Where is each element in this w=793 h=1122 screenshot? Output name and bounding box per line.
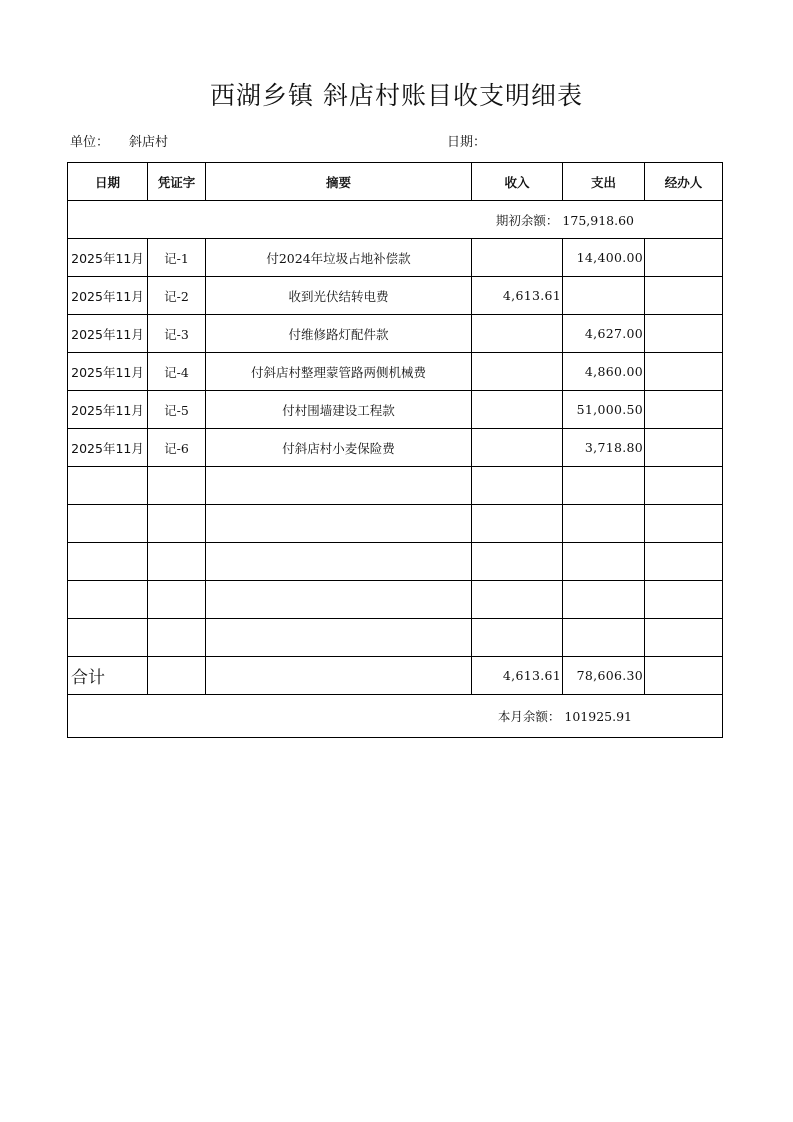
table-row <box>68 277 723 315</box>
empty-cell <box>563 543 645 581</box>
closing-balance-label: 本月余额： <box>497 709 561 724</box>
unit-label: 单位： <box>70 135 110 150</box>
header-income: 收入 <box>472 163 563 201</box>
cell-handler <box>645 429 723 467</box>
cell-handler <box>645 239 723 277</box>
cell-expense <box>563 277 645 315</box>
empty-cell <box>206 505 472 543</box>
empty-cell <box>472 543 563 581</box>
date-line <box>447 131 486 150</box>
closing-balance-value: 101925.91 <box>564 709 632 724</box>
cell-income <box>472 315 563 353</box>
cell-handler <box>645 353 723 391</box>
cell-summary: 付村围墙建设工程款 <box>206 391 472 429</box>
empty-cell <box>206 543 472 581</box>
empty-cell <box>472 581 563 619</box>
cell-date: 2025年11月 <box>68 277 148 315</box>
table-row <box>68 429 723 467</box>
cell-voucher: 记-1 <box>148 239 206 277</box>
total-expense: 78,606.30 <box>563 657 645 695</box>
empty-cell <box>563 581 645 619</box>
empty-cell <box>645 467 723 505</box>
cell-handler <box>645 391 723 429</box>
cell-date: 2025年11月 <box>68 353 148 391</box>
table-row <box>68 391 723 429</box>
empty-row <box>68 581 723 619</box>
empty-cell <box>68 543 148 581</box>
cell-voucher: 记-4 <box>148 353 206 391</box>
header-handler: 经办人 <box>645 163 723 201</box>
empty-cell <box>68 619 148 657</box>
cell-summary: 付斜店村整理蒙管路两侧机械费 <box>206 353 472 391</box>
opening-balance-value: 175,918.60 <box>562 212 634 228</box>
empty-cell <box>472 619 563 657</box>
cell-expense: 4,860.00 <box>563 353 645 391</box>
empty-row <box>68 505 723 543</box>
empty-cell <box>148 581 206 619</box>
header-date: 日期 <box>68 163 148 201</box>
unit-line <box>70 131 168 150</box>
cell-date: 2025年11月 <box>68 429 148 467</box>
cell-voucher: 记-5 <box>148 391 206 429</box>
empty-cell <box>68 505 148 543</box>
cell-voucher: 记-3 <box>148 315 206 353</box>
empty-cell <box>472 505 563 543</box>
empty-cell <box>645 505 723 543</box>
header-summary: 摘要 <box>206 163 472 201</box>
ledger-table <box>67 162 723 738</box>
total-row <box>68 657 723 695</box>
cell-expense: 51,000.50 <box>563 391 645 429</box>
cell-income: 4,613.61 <box>472 277 563 315</box>
cell-voucher: 记-2 <box>148 277 206 315</box>
empty-cell <box>645 657 723 695</box>
empty-cell <box>645 581 723 619</box>
cell-handler <box>645 315 723 353</box>
empty-cell <box>645 543 723 581</box>
empty-cell <box>472 467 563 505</box>
empty-cell <box>148 543 206 581</box>
empty-cell <box>645 619 723 657</box>
header-expense: 支出 <box>563 163 645 201</box>
cell-date: 2025年11月 <box>68 315 148 353</box>
cell-summary: 付斜店村小麦保险费 <box>206 429 472 467</box>
date-label: 日期： <box>447 135 487 150</box>
empty-cell <box>68 467 148 505</box>
empty-cell <box>68 581 148 619</box>
cell-voucher: 记-6 <box>148 429 206 467</box>
cell-date: 2025年11月 <box>68 391 148 429</box>
unit-value: 斜店村 <box>129 135 169 150</box>
empty-row <box>68 543 723 581</box>
empty-cell <box>206 657 472 695</box>
table-row <box>68 315 723 353</box>
cell-expense: 4,627.00 <box>563 315 645 353</box>
total-label: 合计 <box>68 657 148 695</box>
table-row <box>68 239 723 277</box>
opening-balance <box>68 201 723 239</box>
empty-cell <box>563 505 645 543</box>
cell-income <box>472 429 563 467</box>
empty-cell <box>148 505 206 543</box>
cell-summary: 收到光伏结转电费 <box>206 277 472 315</box>
opening-balance-label: 期初余额： <box>495 212 559 228</box>
cell-income <box>472 391 563 429</box>
cell-summary: 付维修路灯配件款 <box>206 315 472 353</box>
empty-cell <box>563 467 645 505</box>
empty-cell <box>148 467 206 505</box>
closing-balance <box>68 695 723 738</box>
empty-cell <box>206 619 472 657</box>
empty-cell <box>206 581 472 619</box>
cell-handler <box>645 277 723 315</box>
table-row <box>68 353 723 391</box>
empty-cell <box>148 657 206 695</box>
page-title: 西湖乡镇 斜店村账目收支明细表 <box>210 81 583 110</box>
empty-cell <box>206 467 472 505</box>
closing-balance-row <box>68 695 723 738</box>
opening-balance-row <box>68 201 723 239</box>
header-row <box>68 163 723 201</box>
cell-income <box>472 353 563 391</box>
cell-expense: 3,718.80 <box>563 429 645 467</box>
empty-row <box>68 619 723 657</box>
empty-row <box>68 467 723 505</box>
cell-income <box>472 239 563 277</box>
empty-cell <box>563 619 645 657</box>
empty-cell <box>148 619 206 657</box>
cell-summary: 付2024年垃圾占地补偿款 <box>206 239 472 277</box>
header-voucher: 凭证字 <box>148 163 206 201</box>
cell-date: 2025年11月 <box>68 239 148 277</box>
total-income: 4,613.61 <box>472 657 563 695</box>
cell-expense: 14,400.00 <box>563 239 645 277</box>
